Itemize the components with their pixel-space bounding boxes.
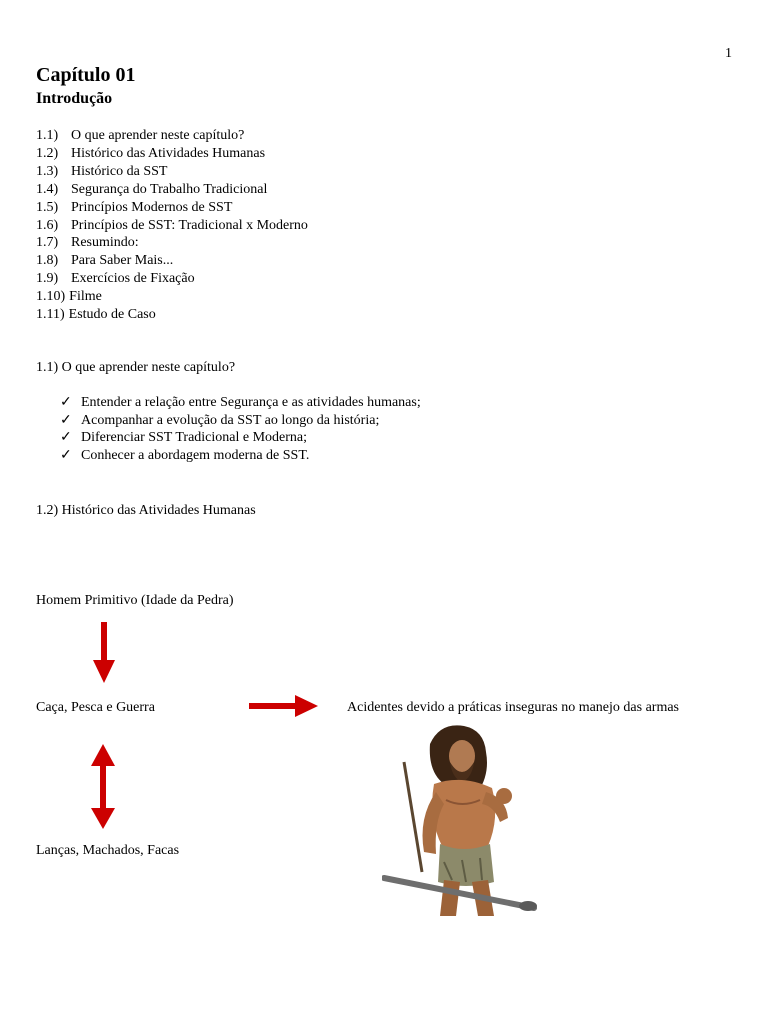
toc-number: 1.8) (36, 253, 59, 269)
right-arrow-icon (249, 695, 319, 717)
toc-label: Filme (69, 289, 102, 305)
double-arrow-icon (91, 744, 115, 830)
caveman-illustration (382, 722, 538, 918)
toc-number: 1.9) (36, 271, 59, 287)
flow-primitive-man: Homem Primitivo (Idade da Pedra) (36, 593, 234, 608)
toc-item (36, 234, 308, 252)
flow-accidents: Acidentes devido a práticas inseguras no manejo das armas (347, 700, 680, 715)
toc-number: 1.2) (36, 145, 59, 161)
toc-number: 1.4) (36, 181, 59, 197)
toc-label: Estudo de Caso (68, 307, 156, 323)
down-arrow-icon (93, 622, 115, 684)
toc-label: O que aprender neste capítulo? (71, 128, 245, 143)
list-item (60, 429, 421, 447)
toc-label: Histórico das Atividades Humanas (71, 145, 266, 161)
section-heading-1-1: 1.1) O que aprender neste capítulo? (36, 360, 236, 375)
checkmark-icon: ✓ (60, 395, 72, 410)
toc-label: Princípios de SST: Tradicional x Moderno (71, 217, 308, 233)
toc-label: Segurança do Trabalho Tradicional (71, 181, 268, 197)
toc-label: Princípios Modernos de SST (71, 199, 233, 215)
list-item-text: Acompanhar a evolução da SST ao longo da história; (81, 412, 380, 428)
list-item (60, 394, 421, 412)
toc-item (36, 217, 308, 235)
page-number: 1 (725, 46, 732, 61)
list-item (60, 447, 421, 465)
checkmark-icon: ✓ (60, 430, 72, 445)
toc-item (36, 163, 308, 181)
toc-item (36, 127, 308, 145)
toc-number: 1.6) (36, 217, 59, 233)
toc-item (36, 288, 308, 306)
chapter-subtitle: Introdução (36, 90, 113, 107)
toc-number: 1.1) (36, 128, 59, 143)
toc-number: 1.3) (36, 163, 59, 179)
toc-label: Resumindo: (71, 235, 139, 251)
section-heading-1-2: 1.2) Histórico das Atividades Humanas (36, 503, 256, 518)
checkmark-icon: ✓ (60, 447, 72, 463)
toc-item (36, 199, 308, 217)
list-item-text: Entender a relação entre Segurança e as atividades humanas; (81, 395, 421, 410)
flow-weapons: Lanças, Machados, Facas (36, 843, 180, 858)
chapter-title: Capítulo 01 (36, 64, 136, 86)
list-item-text: Diferenciar SST Tradicional e Moderna; (81, 430, 308, 445)
toc-item (36, 145, 308, 163)
learning-objectives-list (60, 394, 421, 464)
toc-item (36, 270, 308, 288)
toc-number: 1.7) (36, 235, 59, 251)
checkmark-icon: ✓ (60, 412, 72, 428)
table-of-contents (36, 127, 308, 324)
toc-number: 1.11) (36, 307, 65, 323)
list-item-text: Conhecer a abordagem moderna de SST. (81, 447, 310, 463)
toc-item (36, 252, 308, 270)
toc-label: Histórico da SST (71, 163, 168, 179)
toc-item (36, 306, 308, 324)
flow-hunting: Caça, Pesca e Guerra (36, 700, 155, 715)
toc-item (36, 181, 308, 199)
toc-number: 1.10) (36, 289, 66, 305)
list-item (60, 412, 421, 430)
toc-label: Exercícios de Fixação (71, 271, 195, 287)
toc-number: 1.5) (36, 199, 59, 215)
toc-label: Para Saber Mais... (71, 253, 174, 269)
